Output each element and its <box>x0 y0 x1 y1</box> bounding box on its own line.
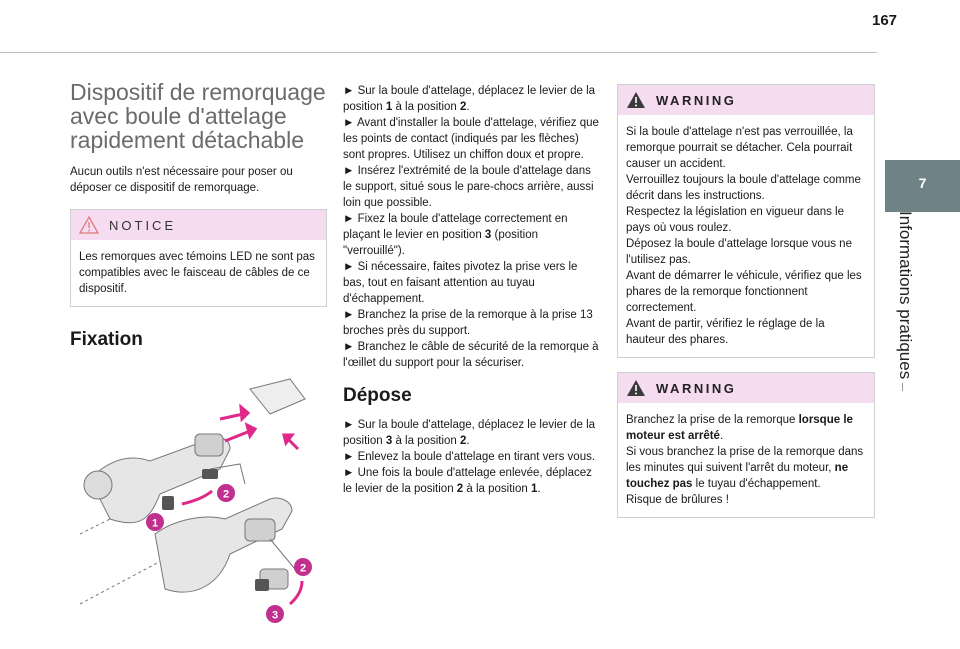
warning-line: Risque de brûlures ! <box>626 494 729 506</box>
warning-icon <box>626 91 646 109</box>
fixation-step: ► Si nécessaire, faites pivotez la prise vers le bas, tout en faisant attention au tuyau d'échappement. <box>343 261 578 305</box>
header-rule <box>0 52 877 53</box>
notice-box <box>70 209 327 307</box>
column-3 <box>617 84 875 532</box>
warning-line: Avant de démarrer le véhicule, vérifiez que les phares de la remorque fonctionnent correctement. <box>626 270 862 314</box>
warning-line: Respectez la législation en vigueur dans le pays où vous roulez. <box>626 206 844 234</box>
warning-line: Avant de partir, vérifiez le réglage de la hauteur des phares. <box>626 318 825 346</box>
warning-label: WARNING <box>656 92 737 108</box>
chapter-label-text: Informations pratiques <box>896 211 915 380</box>
depose-step: ► Une fois la boule d'attelage enlevée, déplacez le levier de la position 2 à la position 1. <box>343 467 592 495</box>
chapter-number: 7 <box>918 175 927 191</box>
warning-label: WARNING <box>656 380 737 396</box>
chapter-divider <box>902 383 903 391</box>
warning-line: Branchez la prise de la remorque lorsque le moteur est arrêté. <box>626 414 853 442</box>
warning-outline-icon <box>79 216 99 234</box>
column-1 <box>70 80 327 636</box>
page-title: Dispositif de remorquage avec boule d'attelage rapidement détachable <box>70 79 326 153</box>
fixation-step: ► Fixez la boule d'attelage correctement en plaçant le levier en position 3 (position "verrouillé"). <box>343 213 568 257</box>
section-title-depose: Dépose <box>343 385 412 406</box>
warning-line: Si la boule d'attelage n'est pas verrouillée, la remorque pourrait se détacher. Cela pourrait causer un accident. <box>626 126 853 170</box>
towbar-illustration <box>70 369 327 631</box>
section-title-fixation: Fixation <box>70 329 143 350</box>
notice-header <box>71 210 326 240</box>
fixation-step: ► Branchez le câble de sécurité de la remorque à l'œillet du support pour la sécuriser. <box>343 341 599 369</box>
column-2 <box>343 83 601 497</box>
callout-2a: 2 <box>222 488 230 501</box>
fixation-step: ► Insérez l'extrémité de la boule d'attelage dans le support, situé sous le pare-chocs arrière, aussi loin que possible. <box>343 165 594 209</box>
chapter-label <box>890 211 918 380</box>
depose-step: ► Sur la boule d'attelage, déplacez le levier de la position 3 à la position 2. <box>343 419 596 447</box>
chapter-tab[interactable] <box>885 160 960 212</box>
warning-line: Si vous branchez la prise de la remorque dans les minutes qui suivent l'arrêt du moteur, ne touchez pas le tuyau d'échappement. <box>626 446 864 490</box>
callout-3: 3 <box>271 609 279 622</box>
warning-line: Déposez la boule d'attelage lorsque vous ne l'utilisez pas. <box>626 238 852 266</box>
callout-1: 1 <box>151 517 159 530</box>
warning-icon <box>626 379 646 397</box>
warning-line: Verrouillez toujours la boule d'attelage comme décrit dans les instructions. <box>626 174 861 202</box>
intro-text: Aucun outils n'est nécessaire pour poser ou déposer ce dispositif de remorquage. <box>70 166 293 194</box>
fixation-step: ► Avant d'installer la boule d'attelage, vérifiez que les points de contact (indiqués par les flèches) sont propres. Utilisez un chiffon doux et propre. <box>343 117 599 161</box>
warning-box-2 <box>617 372 875 518</box>
notice-text: Les remorques avec témoins LED ne sont pas compatibles avec le faisceau de câbles de ce dispositif. <box>79 251 315 295</box>
notice-label: NOTICE <box>109 217 177 233</box>
fixation-step: ► Branchez la prise de la remorque à la prise 13 broches près du support. <box>343 309 593 337</box>
fixation-step: ► Sur la boule d'attelage, déplacez le levier de la position 1 à la position 2. <box>343 85 596 113</box>
warning-box-1 <box>617 84 875 358</box>
depose-step: ► Enlevez la boule d'attelage en tirant vers vous. <box>343 451 596 463</box>
page-number: 167 <box>872 12 898 29</box>
callout-2b: 2 <box>299 562 307 575</box>
warning-header <box>618 85 874 115</box>
warning-header <box>618 373 874 403</box>
